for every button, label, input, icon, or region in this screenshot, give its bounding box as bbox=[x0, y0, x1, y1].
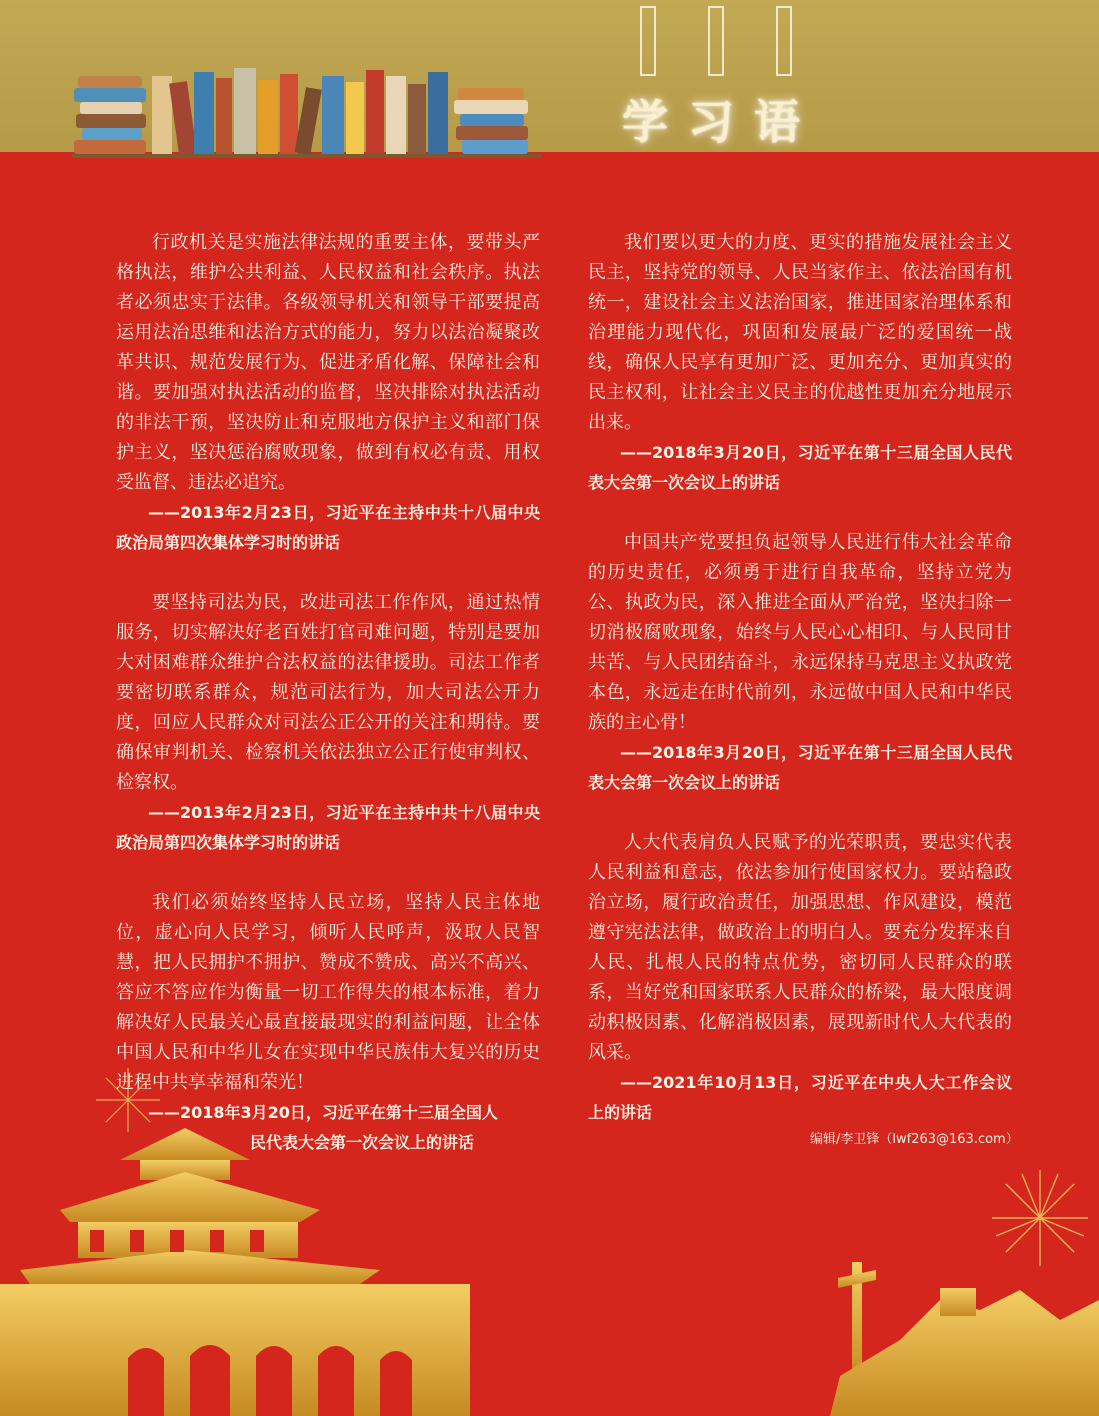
quote-paragraph: 人大代表肩负人民赋予的光荣职责，要忠实代表人民利益和意志，依法参加行使国家权力。要站稳政治立场，履行政治责任，加强思想、作风建设，模范遵守宪法法律，做政治上的明白人。要充分发挥来自人民、扎根人民的特点优势，密切同人民群众的联系，当好党和国家联系人民群众的桥梁，最大限度调动积极因素、化解消极因素，展现新时代人大代表的风采。 bbox=[588, 832, 1012, 1063]
firework-icon bbox=[96, 1068, 160, 1132]
quote-source: ——2013年2月23日，习近平在主持中共十八届中央政治局第四次集体学习时的讲话 bbox=[116, 503, 540, 552]
quote-paragraph: 中国共产党要担负起领导人民进行伟大社会革命的历史责任，必须勇于进行自我革命，坚持立党为公、执政为民，深入推进全面从严治党，坚决扫除一切消极腐败现象，始终与人民心心相印、与人民同甘共苦、与人民团结奋斗，永远保持马克思主义执政党本色，永远走在时代前列，永远做中国人民和中华民族的主心骨！ bbox=[588, 532, 1012, 733]
quote-source: ——2021年10月13日，习近平在中央人大工作会议上的讲话 bbox=[588, 1073, 1012, 1122]
great-wall-illustration bbox=[830, 1262, 1099, 1416]
quote-paragraph: 要坚持司法为民，改进司法工作作风，通过热情服务，切实解决好老百姓打官司难问题，特别是要加大对困难群众维护合法权益的法律援助。司法工作者要密切联系群众，规范司法行为，加大司法公开力度，回应人民群众对司法公正公开的关注和期待。要确保审判机关、检察机关依法独立公正行使审判权、检察权。 bbox=[116, 592, 540, 793]
quote-source: 民代表大会第一次会议上的讲话 bbox=[250, 1133, 475, 1152]
quote-paragraph: 行政机关是实施法律法规的重要主体，要带头严格执法，维护公共利益、人民权益和社会秩序。执法者必须忠实于法律。各级领导机关和领导干部要提高运用法治思维和法治方式的能力，努力以法治凝聚改革共识、规范发展行为、促进矛盾化解、保障社会和谐。要加强对执法活动的监督，坚决排除对执法活动的非法干预，坚决防止和克服地方保护主义和部门保护主义，坚决惩治腐败现象，做到有权必有责、用权受监督、违法必追究。 bbox=[116, 232, 540, 493]
quote-source: ——2018年3月20日，习近平在第十三届全国人民代表大会第一次会议上的讲话 bbox=[588, 443, 1012, 492]
quote-source: ——2013年2月23日，习近平在主持中共十八届中央政治局第四次集体学习时的讲话 bbox=[116, 803, 540, 852]
section-title: 学习语 bbox=[622, 95, 820, 149]
quote-paragraph: 我们要以更大的力度、更实的措施发展社会主义民主，坚持党的领导、人民当家作主、依法治国有机统一，建设社会主义法治国家，推进国家治理体系和治理能力现代化，巩固和发展最广泛的爱国统一战线，确保人民享有更加广泛、更加充分、更加真实的民主权利，让社会主义民主的优越性更加充分地展示出来。 bbox=[588, 232, 1012, 433]
quote-paragraph: 我们必须始终坚持人民立场，坚持人民主体地位，虚心向人民学习，倾听人民呼声，汲取人民智慧，把人民拥护不拥护、赞成不赞成、高兴不高兴、答应不答应作为衡量一切工作得失的根本标准，着力解决好人民最关心最直接最现实的利益问题，让全体中国人民和中华儿女在实现中华民族伟大复兴的历史进程中共享幸福和荣光！ bbox=[116, 892, 540, 1093]
quote-source: ——2018年3月20日，习近平在第十三届全国人民代表大会第一次会议上的讲话 bbox=[588, 743, 1012, 792]
firework-icon bbox=[992, 1170, 1088, 1266]
editor-credit: 编辑/李卫锋（lwf263@163.com） bbox=[810, 1132, 1019, 1147]
quote-source: ——2018年3月20日，习近平在第十三届全国人 bbox=[148, 1103, 498, 1122]
